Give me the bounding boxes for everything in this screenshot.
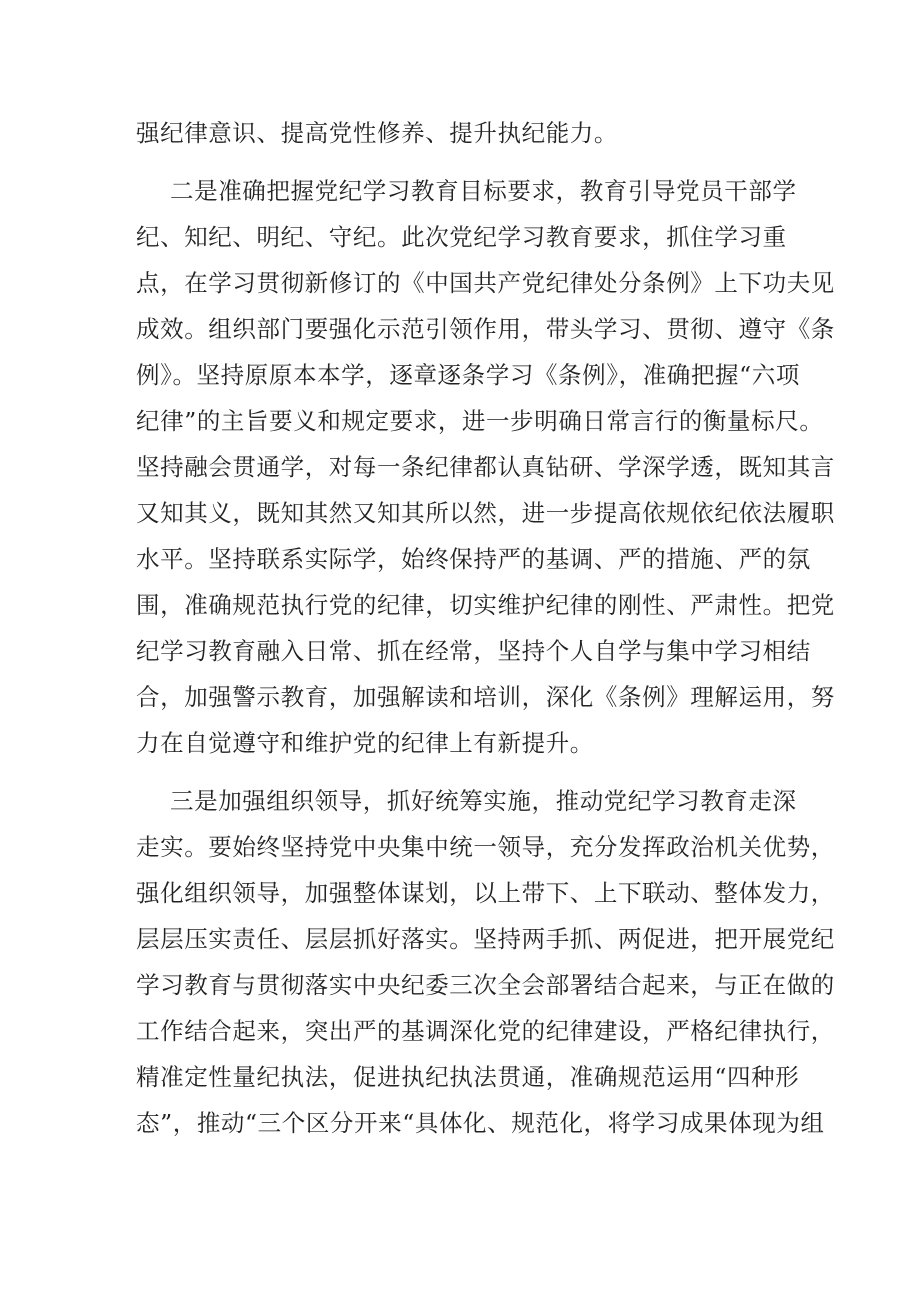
text-line: 例》。坚持原原本本学，逐章逐条学习《条例》，准确把握“六项 bbox=[136, 361, 800, 389]
text-line: 点，在学习贯彻新修订的《中国共产党纪律处分条例》上下功夫见 bbox=[136, 269, 835, 297]
text-line: 力在自觉遵守和维护党的纪律上有新提升。 bbox=[136, 729, 594, 757]
text-line: 态”，推动“三个区分开来“具体化、规范化，将学习成果体现为组 bbox=[136, 1109, 825, 1137]
text-line: 纪学习教育融入日常、抓在经常，坚持个人自学与集中学习相结 bbox=[136, 637, 811, 665]
paragraph-1 bbox=[136, 110, 776, 156]
text-line: 围，准确规范执行党的纪律，切实维护纪律的刚性、严肃性。把党 bbox=[136, 591, 835, 619]
paragraph-gap bbox=[136, 156, 776, 168]
text-line: 合，加强警示教育，加强解读和培训，深化《条例》理解运用，努 bbox=[136, 683, 835, 711]
text-line: 纪律”的主旨要义和规定要求，进一步明确日常言行的衡量标尺。 bbox=[136, 407, 824, 435]
text-line: 三是加强组织领导，抓好统筹实施，推动党纪学习教育走深 bbox=[170, 787, 797, 815]
text-line: 走实。要始终坚持党中央集中统一领导，充分发挥政治机关优势， bbox=[136, 833, 835, 861]
text-line: 工作结合起来，突出严的基调深化党的纪律建设，严格纪律执行， bbox=[136, 1017, 835, 1045]
text-line: 又知其义，既知其然又知其所以然，进一步提高依规依纪依法履职 bbox=[136, 499, 835, 527]
text-line: 学习教育与贯彻落实中央纪委三次全会部署结合起来，与正在做的 bbox=[136, 971, 835, 999]
text-line: 纪、知纪、明纪、守纪。此次党纪学习教育要求，抓住学习重 bbox=[136, 223, 787, 251]
text-line: 坚持融会贯通学，对每一条纪律都认真钻研、学深学透，既知其言 bbox=[136, 453, 835, 481]
text-line: 强纪律意识、提高党性修养、提升执纪能力。 bbox=[136, 119, 618, 147]
text-line: 精准定性量纪执法，促进执纪执法贯通，准确规范运用“四种形 bbox=[136, 1063, 800, 1091]
text-line: 成效。组织部门要强化示范引领作用，带头学习、贯彻、遵守《条 bbox=[136, 315, 835, 343]
text-line: 强化组织领导，加强整体谋划，以上带下、上下联动、整体发力， bbox=[136, 879, 835, 907]
paragraph-gap bbox=[136, 766, 776, 778]
paragraph-2 bbox=[136, 168, 835, 766]
document-body bbox=[136, 110, 835, 1146]
text-line: 层层压实责任、层层抓好落实。坚持两手抓、两促进，把开展党纪 bbox=[136, 925, 835, 953]
text-line: 二是准确把握党纪学习教育目标要求，教育引导党员干部学 bbox=[170, 177, 797, 205]
paragraph-3 bbox=[136, 778, 835, 1146]
text-line: 水平。坚持联系实际学，始终保持严的基调、严的措施、严的氛 bbox=[136, 545, 811, 573]
